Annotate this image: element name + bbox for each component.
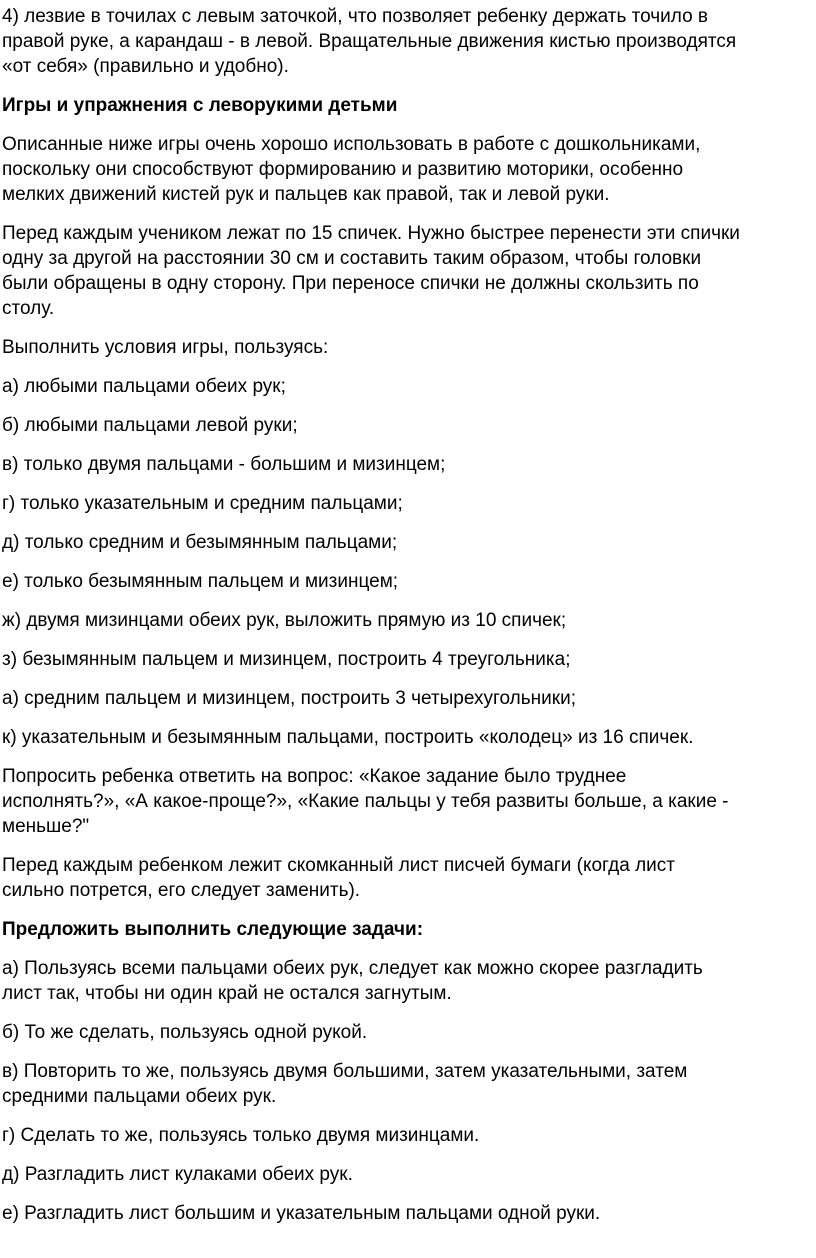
text-line: были обращены в одну сторону. При переносе спички не должны скользить по — [2, 273, 699, 294]
text-line: в) только двумя пальцами - большим и мизинцем; — [2, 454, 446, 475]
text-line: Перед каждым ребенком лежит скомканный лист писчей бумаги (когда лист — [2, 855, 675, 876]
text-line: сильно потрется, его следует заменить). — [2, 880, 361, 901]
paragraph — [2, 1059, 808, 1109]
paragraph — [2, 853, 808, 903]
text-line: д) только средним и безымянным пальцами; — [2, 532, 398, 553]
text-line: одну за другой на расстоянии 30 см и составить таким образом, чтобы головки — [2, 248, 702, 269]
text-line: Выполнить условия игры, пользуясь: — [2, 337, 329, 358]
paragraph — [2, 1162, 808, 1187]
paragraph — [2, 725, 808, 750]
text-line: лист так, чтобы ни один край не остался загнутым. — [2, 983, 452, 1004]
text-line: Попросить ребенка ответить на вопрос: «Какое задание было труднее — [2, 766, 627, 787]
text-line: ж) двумя мизинцами обеих рук, выложить прямую из 10 спичек; — [2, 610, 567, 631]
paragraph — [2, 1020, 808, 1045]
paragraph — [2, 956, 808, 1006]
text-line: д) Разгладить лист кулаками обеих рук. — [2, 1164, 353, 1185]
section-heading — [2, 917, 808, 942]
paragraph — [2, 530, 808, 555]
text-line: к) указательным и безымянным пальцами, построить «колодец» из 16 спичек. — [2, 727, 694, 748]
paragraph — [2, 764, 808, 839]
text-line: средними пальцами обеих рук. — [2, 1086, 277, 1107]
text-line: б) То же сделать, пользуясь одной рукой. — [2, 1022, 368, 1043]
text-line: е) только безымянным пальцем и мизинцем; — [2, 571, 399, 592]
paragraph — [2, 569, 808, 594]
text-line: з) безымянным пальцем и мизинцем, построить 4 треугольника; — [2, 649, 571, 670]
text-line: г) Сделать то же, пользуясь только двумя мизинцами. — [2, 1125, 480, 1146]
text-line: столу. — [2, 298, 55, 319]
section-heading — [2, 93, 808, 118]
text-line: 4) лезвие в точилах с левым заточкой, что позволяет ребенку держать точило в — [2, 6, 709, 27]
text-line: а) Пользуясь всеми пальцами обеих рук, следует как можно скорее разгладить — [2, 958, 703, 979]
text-line: е) Разгладить лист большим и указательным пальцами одной руки. — [2, 1203, 601, 1224]
text-line: «от себя» (правильно и удобно). — [2, 56, 289, 77]
paragraph — [2, 4, 808, 79]
text-line: Игры и упражнения с леворукими детьми — [2, 95, 398, 116]
text-line: а) любыми пальцами обеих рук; — [2, 376, 286, 397]
text-line: а) средним пальцем и мизинцем, построить 3 четырехугольники; — [2, 688, 576, 709]
text-line: мелких движений кистей рук и пальцев как правой, так и левой руки. — [2, 184, 610, 205]
paragraph — [2, 452, 808, 477]
paragraph — [2, 132, 808, 207]
text-line: Перед каждым учеником лежат по 15 спичек. Нужно быстрее перенести эти спички — [2, 223, 740, 244]
text-line: меньше?" — [2, 816, 90, 837]
text-line: поскольку они способствуют формированию и развитию моторики, особенно — [2, 159, 684, 180]
text-line: Предложить выполнить следующие задачи: — [2, 919, 424, 940]
text-line: исполнять?», «А какое-проще?», «Какие пальцы у тебя развиты больше, а какие - — [2, 791, 729, 812]
paragraph — [2, 686, 808, 711]
paragraph — [2, 1201, 808, 1226]
text-line: правой руке, а карандаш - в левой. Вращательные движения кистью производятся — [2, 31, 737, 52]
paragraph — [2, 221, 808, 321]
paragraph — [2, 413, 808, 438]
paragraph — [2, 608, 808, 633]
text-line: б) любыми пальцами левой руки; — [2, 415, 298, 436]
paragraph — [2, 1123, 808, 1148]
text-line: в) Повторить то же, пользуясь двумя большими, затем указательными, затем — [2, 1061, 688, 1082]
paragraph — [2, 491, 808, 516]
paragraph — [2, 335, 808, 360]
paragraph — [2, 647, 808, 672]
text-line: г) только указательным и средним пальцами; — [2, 493, 403, 514]
paragraph — [2, 374, 808, 399]
text-line: Описанные ниже игры очень хорошо использовать в работе с дошкольниками, — [2, 134, 701, 155]
